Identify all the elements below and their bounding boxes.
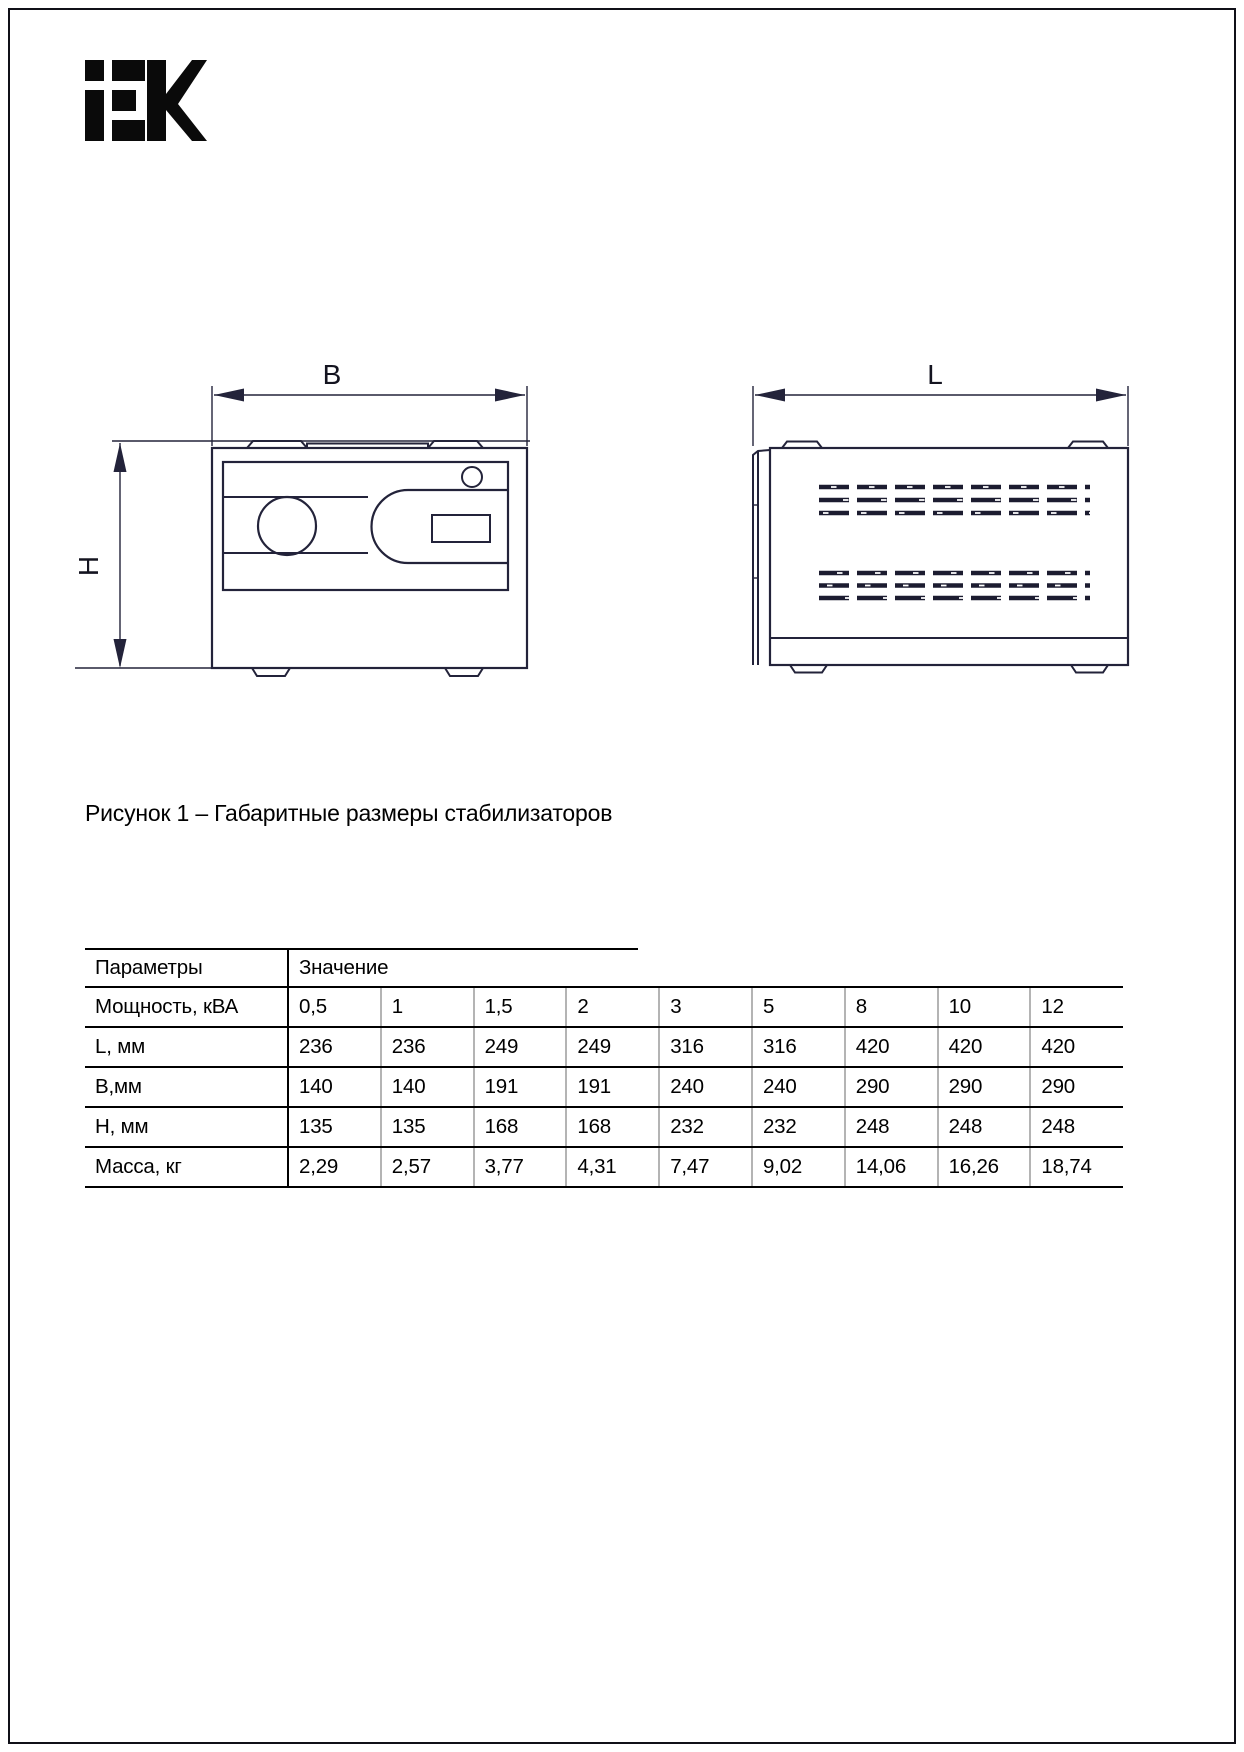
table-cell: 1 <box>381 987 474 1027</box>
front-foot-right <box>445 668 483 676</box>
arrowhead-right-icon <box>1096 389 1126 402</box>
table-cell: 240 <box>752 1067 845 1107</box>
table-cell: 236 <box>288 1027 381 1067</box>
table-cell: 135 <box>288 1107 381 1147</box>
table-cell: 249 <box>474 1027 567 1067</box>
side-top-tab-left <box>782 442 822 449</box>
table-cell: 420 <box>845 1027 938 1067</box>
arrowhead-left-icon <box>214 389 244 402</box>
table-cell: 420 <box>1030 1027 1123 1067</box>
col-header-parameters: Параметры <box>85 950 288 987</box>
iek-logo <box>85 60 207 141</box>
table-cell: 248 <box>1030 1107 1123 1147</box>
iek-logo-letter-k <box>147 60 207 141</box>
vent-slots-lower <box>819 573 1090 598</box>
table-cell: 3,77 <box>474 1147 567 1187</box>
table-cell: 232 <box>752 1107 845 1147</box>
table-cell: 8 <box>845 987 938 1027</box>
table-row-power <box>85 987 1123 1027</box>
knob-circle <box>258 497 316 555</box>
table-row-width <box>85 1067 1123 1107</box>
side-foot-left <box>790 665 827 673</box>
table-cell: 290 <box>938 1067 1031 1107</box>
front-panel-outline <box>223 462 508 590</box>
front-view-drawing <box>73 359 530 676</box>
dimension-l <box>753 359 1128 446</box>
row-label: Масса, кг <box>85 1147 288 1187</box>
table-header-row <box>85 950 1123 987</box>
table-cell: 191 <box>474 1067 567 1107</box>
table-cell: 140 <box>288 1067 381 1107</box>
arrowhead-up-icon <box>114 443 127 472</box>
table-cell: 2,29 <box>288 1147 381 1187</box>
dimension-h <box>73 443 127 668</box>
table-cell: 135 <box>381 1107 474 1147</box>
table-row-height <box>85 1107 1123 1147</box>
arrowhead-left-icon <box>755 389 785 402</box>
side-top-tab-right <box>1068 442 1108 449</box>
arrowhead-right-icon <box>495 389 525 402</box>
side-front-strip-outer <box>753 450 770 665</box>
side-view-drawing <box>753 359 1128 673</box>
display-window <box>432 515 490 542</box>
table-cell: 240 <box>659 1067 752 1107</box>
table-cell: 7,47 <box>659 1147 752 1187</box>
front-top-strip <box>307 444 428 449</box>
side-foot-right <box>1071 665 1108 673</box>
table-cell: 249 <box>566 1027 659 1067</box>
dimension-b <box>212 359 527 446</box>
table-cell: 0,5 <box>288 987 381 1027</box>
table-cell: 191 <box>566 1067 659 1107</box>
table-cell: 290 <box>845 1067 938 1107</box>
table-cell: 168 <box>566 1107 659 1147</box>
table-cell: 236 <box>381 1027 474 1067</box>
figure-drawings <box>0 320 1244 700</box>
table-row-length <box>85 1027 1123 1067</box>
row-label: Н, мм <box>85 1107 288 1147</box>
vent-slots-upper <box>819 487 1090 513</box>
table-cell: 248 <box>845 1107 938 1147</box>
front-body-outline <box>212 448 527 668</box>
dim-label-b: B <box>322 359 342 390</box>
arrowhead-down-icon <box>114 639 127 668</box>
display-recess-outline <box>372 490 509 563</box>
iek-logo-letter-i <box>85 60 104 141</box>
side-body-outline <box>770 448 1128 665</box>
figure-caption: Рисунок 1 – Габаритные размеры стабилизаторов <box>85 800 613 826</box>
table-cell: 316 <box>659 1027 752 1067</box>
row-label: Мощность, кВА <box>85 987 288 1027</box>
row-label: L, мм <box>85 1027 288 1067</box>
table-cell: 1,5 <box>474 987 567 1027</box>
dim-label-h: H <box>73 555 104 577</box>
spec-table <box>85 950 1123 1188</box>
table-row-mass <box>85 1147 1123 1187</box>
table-cell: 248 <box>938 1107 1031 1147</box>
table-cell: 290 <box>1030 1067 1123 1107</box>
table-cell: 168 <box>474 1107 567 1147</box>
table-cell: 140 <box>381 1067 474 1107</box>
col-header-value: Значение <box>288 950 1123 987</box>
page-border <box>8 8 1236 1744</box>
table-cell: 18,74 <box>1030 1147 1123 1187</box>
table-cell: 9,02 <box>752 1147 845 1187</box>
table-cell: 4,31 <box>566 1147 659 1187</box>
table-cell: 2,57 <box>381 1147 474 1187</box>
table-cell: 420 <box>938 1027 1031 1067</box>
table-cell: 316 <box>752 1027 845 1067</box>
table-cell: 16,26 <box>938 1147 1031 1187</box>
indicator-circle <box>462 467 482 487</box>
table-cell: 3 <box>659 987 752 1027</box>
iek-logo-letter-e <box>112 60 145 141</box>
front-foot-left <box>252 668 290 676</box>
table-cell: 232 <box>659 1107 752 1147</box>
table-cell: 10 <box>938 987 1031 1027</box>
row-label: В,мм <box>85 1067 288 1107</box>
dim-label-l: L <box>927 359 943 390</box>
table-cell: 14,06 <box>845 1147 938 1187</box>
table-cell: 5 <box>752 987 845 1027</box>
table-cell: 2 <box>566 987 659 1027</box>
table-cell: 12 <box>1030 987 1123 1027</box>
